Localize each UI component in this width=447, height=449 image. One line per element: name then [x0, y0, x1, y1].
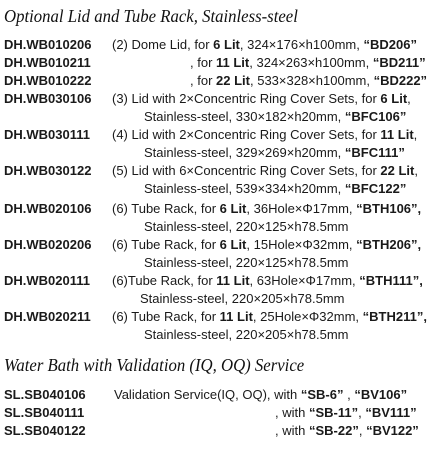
- section-title-lid-rack: Optional Lid and Tube Rack, Stainless-steel: [4, 6, 298, 26]
- item-desc: (6) Tube Rack, for 6 Lit, 15Hole×Φ32mm, “BTH206”,: [112, 237, 422, 252]
- item-desc: Stainless-steel, 330×182×h20mm, “BFC106”: [144, 109, 407, 124]
- item-desc: Stainless-steel, 220×205×h78.5mm: [140, 291, 345, 306]
- item-desc: , for 11 Lit, 324×263×h100mm, “BD211”: [190, 55, 426, 70]
- item-code: DH.WB020111: [4, 273, 90, 288]
- item-desc: (3) Lid with 2×Concentric Ring Cover Sets, for 6 Lit,: [112, 91, 411, 106]
- item-row: [4, 162, 445, 180]
- item-desc: (5) Lid with 6×Concentric Ring Cover Sets, for 22 Lit,: [112, 163, 419, 178]
- item-code: DH.WB030122: [4, 163, 92, 178]
- item-row: [4, 308, 445, 326]
- section-title-validation: Water Bath with Validation (IQ, OQ) Service: [4, 355, 305, 375]
- item-row-continued: [4, 180, 445, 198]
- item-row-continued: [4, 108, 445, 126]
- item-code: SL.SB040106: [4, 387, 86, 402]
- item-desc: Stainless-steel, 220×125×h78.5mm: [144, 255, 349, 270]
- item-desc: (6) Tube Rack, for 6 Lit, 36Hole×Φ17mm, “BTH106”,: [112, 201, 422, 216]
- item-desc: , with “SB-22”, “BV122”: [275, 423, 419, 438]
- item-row: [4, 422, 445, 440]
- item-row: [4, 72, 445, 90]
- item-row-continued: [4, 290, 445, 308]
- item-desc: (2) Dome Lid, for 6 Lit, 324×176×h100mm, “BD206”: [112, 37, 417, 52]
- item-row: [4, 54, 445, 72]
- item-code: SL.SB040122: [4, 423, 86, 438]
- item-row-continued: [4, 144, 445, 162]
- item-code: DH.WB020106: [4, 201, 92, 216]
- item-desc: Stainless-steel, 220×205×h78.5mm: [144, 327, 349, 342]
- item-row: [4, 236, 445, 254]
- item-code: DH.WB020206: [4, 237, 92, 252]
- item-code: DH.WB010222: [4, 73, 92, 88]
- item-code: DH.WB020211: [4, 309, 91, 324]
- item-row: [4, 126, 445, 144]
- item-row-continued: [4, 218, 445, 236]
- item-row: [4, 386, 445, 404]
- item-desc: Validation Service(IQ, OQ), with “SB-6” , “BV106”: [114, 387, 408, 402]
- item-code: DH.WB010206: [4, 37, 92, 52]
- item-row: [4, 90, 445, 108]
- item-desc: , for 22 Lit, 533×328×h100mm, “BD222”: [190, 73, 428, 88]
- item-row: [4, 272, 445, 290]
- item-desc: (4) Lid with 2×Concentric Ring Cover Sets, for 11 Lit,: [112, 127, 418, 142]
- item-row-continued: [4, 326, 445, 344]
- item-row: [4, 36, 445, 54]
- item-row: [4, 200, 445, 218]
- item-row-continued: [4, 254, 445, 272]
- item-desc: (6) Tube Rack, for 11 Lit, 25Hole×Φ32mm, “BTH211”,: [112, 309, 427, 324]
- item-desc: , with “SB-11”, “BV111”: [275, 405, 417, 420]
- item-desc: Stainless-steel, 220×125×h78.5mm: [144, 219, 349, 234]
- item-desc: Stainless-steel, 329×269×h20mm, “BFC111”: [144, 145, 405, 160]
- item-code: DH.WB030106: [4, 91, 92, 106]
- item-code: DH.WB030111: [4, 127, 90, 142]
- item-desc: Stainless-steel, 539×334×h20mm, “BFC122”: [144, 181, 407, 196]
- item-row: [4, 404, 445, 422]
- item-code: SL.SB040111: [4, 405, 85, 420]
- item-code: DH.WB010211: [4, 55, 91, 70]
- item-desc: (6)Tube Rack, for 11 Lit, 63Hole×Φ17mm, “BTH111”,: [112, 273, 423, 288]
